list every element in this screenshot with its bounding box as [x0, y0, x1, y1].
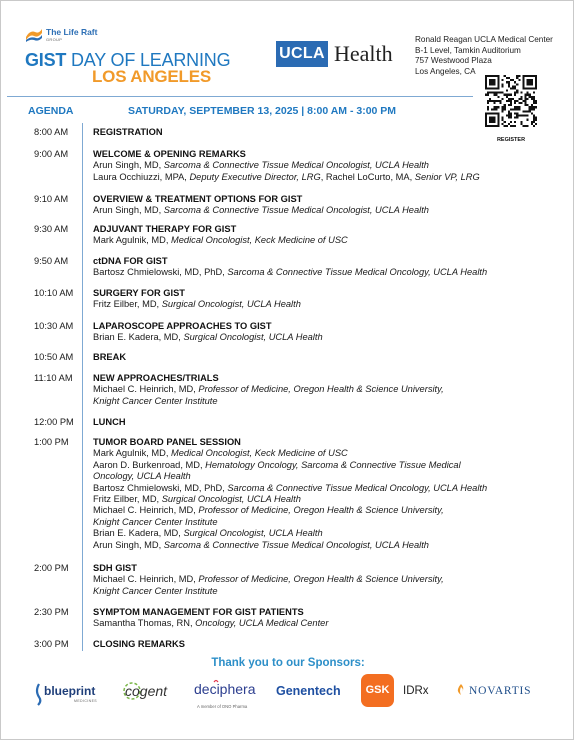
speaker-role: Knight Cancer Center Institute: [93, 585, 218, 596]
sponsors-heading: Thank you to our Sponsors:: [211, 657, 365, 669]
speaker-name: Bartosz Chmielowski, MD, PhD,: [93, 267, 228, 278]
novartis-flame-icon: [456, 683, 466, 696]
session-time: 9:30 AM: [34, 224, 69, 234]
agenda-label: AGENDA: [28, 105, 74, 117]
speaker-line: [93, 505, 444, 516]
speaker-role: Professor of Medicine, Oregon Health & Science University,: [198, 505, 444, 516]
speaker-role: Surgical Oncologist, UCLA Health: [161, 299, 301, 310]
life-raft-name: The Life Raft: [46, 27, 98, 37]
session-title: LUNCH: [93, 417, 126, 427]
speaker-line: [93, 528, 323, 539]
speaker-line: [93, 205, 429, 216]
speaker-name: Arun Singh, MD,: [93, 539, 164, 550]
speaker-line: [93, 494, 301, 505]
speaker-role: Sarcoma & Connective Tissue Medical Oncologist, UCLA Health: [163, 539, 429, 550]
session-title: ctDNA FOR GIST: [93, 256, 168, 266]
speaker-role: Deputy Executive Director, LRG: [189, 171, 321, 182]
sponsor-blueprint-logo: [34, 681, 114, 713]
sponsor-genentech-logo: [276, 677, 348, 709]
cogent-mark-icon: [123, 677, 185, 705]
speaker-name: Aaron D. Burkenroad, MD,: [93, 459, 206, 470]
sponsor-gsk-logo: GSK: [361, 674, 394, 707]
speaker-role: Surgical Oncologist, UCLA Health: [183, 332, 323, 343]
speaker-line: [93, 460, 461, 471]
speaker-role: Surgical Oncologist, UCLA Health: [183, 528, 323, 539]
speaker-name: Michael C. Heinrich, MD,: [93, 574, 199, 585]
speaker-name: Laura Occhiuzzi, MPA,: [93, 171, 190, 182]
speaker-role: Oncology, UCLA Health: [93, 471, 191, 482]
speaker-line: [93, 517, 218, 528]
deciphera-sub: A member of ONO Pharma: [197, 704, 248, 709]
speaker-line: [93, 332, 323, 343]
speaker-role: Professor of Medicine, Oregon Health & Science University,: [198, 384, 444, 395]
speaker-role: Oncology, UCLA Medical Center: [195, 618, 329, 629]
deciphera-mark-icon: [194, 677, 266, 711]
speaker-name: Brian E. Kadera, MD,: [93, 332, 184, 343]
speaker-name: Michael C. Heinrich, MD,: [93, 505, 199, 516]
event-title-gist: GIST: [25, 50, 67, 70]
timeline-divider: [82, 123, 83, 651]
session-title: CLOSING REMARKS: [93, 639, 185, 649]
speaker-role: Hematology Oncology, Sarcoma & Connective Tissue Medical: [205, 459, 461, 470]
speaker-line: [93, 160, 429, 171]
session-time: 10:30 AM: [34, 321, 74, 331]
session-title: OVERVIEW & TREATMENT OPTIONS FOR GIST: [93, 194, 303, 204]
event-date-line: SATURDAY, SEPTEMBER 13, 2025 | 8:00 AM - 3:00 PM: [128, 105, 397, 117]
speaker-role: Professor of Medicine, Oregon Health & Science University,: [198, 574, 444, 585]
deciphera-name: deciphera: [194, 681, 256, 697]
session-time: 10:50 AM: [34, 352, 74, 362]
speaker-name: Brian E. Kadera, MD,: [93, 528, 184, 539]
speaker-role: Senior VP, LRG: [414, 171, 480, 182]
ucla-logo-health: Health: [334, 41, 393, 66]
speaker-line: [93, 384, 444, 395]
speaker-line: [93, 448, 348, 459]
speaker-role: Medical Oncologist, Keck Medicine of USC: [171, 448, 348, 459]
speaker-name: Mark Agulnik, MD,: [93, 235, 172, 246]
speaker-name: Arun Singh, MD,: [93, 160, 164, 171]
event-city: LOS ANGELES: [92, 67, 212, 86]
session-time: 3:00 PM: [34, 639, 69, 649]
session-time: 2:00 PM: [34, 563, 69, 573]
speaker-line: [93, 172, 480, 183]
session-time: 2:30 PM: [34, 607, 69, 617]
speaker-line: [93, 267, 487, 278]
speaker-name: Arun Singh, MD,: [93, 205, 164, 216]
session-time: 11:10 AM: [34, 373, 73, 383]
life-raft-logo: [25, 26, 115, 44]
sponsor-novartis-logo: [456, 683, 531, 715]
speaker-line: [93, 540, 429, 551]
venue-line: 757 Westwood Plaza: [415, 56, 492, 65]
session-title: SURGERY FOR GIST: [93, 288, 185, 298]
cogent-name: cogent: [125, 683, 168, 699]
speaker-name: Samantha Thomas, RN,: [93, 618, 196, 629]
session-time: 9:00 AM: [34, 149, 69, 159]
register-label: REGISTER: [496, 137, 526, 143]
venue-line: B-1 Level, Tamkin Auditorium: [415, 45, 521, 55]
genentech-mark-icon: [276, 677, 348, 705]
session-title: REGISTRATION: [93, 127, 163, 137]
header-divider: [7, 96, 473, 97]
speaker-line: [93, 396, 218, 407]
speaker-line: [93, 471, 191, 482]
speaker-role: Knight Cancer Center Institute: [93, 395, 218, 406]
session-title: WELCOME & OPENING REMARKS: [93, 149, 246, 159]
speaker-name: , Rachel LoCurto, MA,: [320, 171, 415, 182]
speaker-line: [93, 586, 218, 597]
speaker-name: Bartosz Chmielowski, MD, PhD,: [93, 482, 228, 493]
speaker-line: [93, 574, 444, 585]
speaker-role: Sarcoma & Connective Tissue Medical Oncology, UCLA Health: [227, 482, 488, 493]
speaker-role: Sarcoma & Connective Tissue Medical Oncologist, UCLA Health: [163, 160, 429, 171]
speaker-name: Fritz Eilber, MD,: [93, 299, 162, 310]
blueprint-sub: MEDICINES: [74, 699, 98, 703]
speaker-line: [93, 299, 301, 310]
novartis-name: NOVARTIS: [469, 685, 532, 697]
speaker-line: [93, 235, 348, 246]
venue-line: Los Angeles, CA: [415, 66, 476, 76]
session-title: TUMOR BOARD PANEL SESSION: [93, 437, 241, 447]
speaker-name: Michael C. Heinrich, MD,: [93, 384, 199, 395]
session-time: 9:10 AM: [34, 194, 69, 204]
session-title: ADJUVANT THERAPY FOR GIST: [93, 224, 237, 234]
speaker-role: Sarcoma & Connective Tissue Medical Oncologist, UCLA Health: [163, 205, 429, 216]
speaker-role: Medical Oncologist, Keck Medicine of USC: [171, 235, 348, 246]
life-raft-sub: GROUP: [46, 37, 63, 42]
life-raft-wave-icon: [25, 26, 43, 42]
session-title: SDH GIST: [93, 563, 137, 573]
event-title-rest: DAY OF LEARNING: [66, 50, 231, 70]
venue-line: Ronald Reagan UCLA Medical Center: [415, 35, 553, 44]
session-time: 12:00 PM: [34, 417, 74, 427]
speaker-role: Surgical Oncologist, UCLA Health: [161, 494, 301, 504]
blueprint-name: blueprint: [44, 684, 96, 698]
session-title: SYMPTOM MANAGEMENT FOR GIST PATIENTS: [93, 607, 304, 617]
session-time: 10:10 AM: [34, 288, 74, 298]
ucla-logo-box: UCLA: [276, 41, 328, 67]
session-time: 1:00 PM: [34, 437, 69, 447]
venue-address: [415, 35, 553, 77]
qr-code-icon[interactable]: [485, 75, 537, 127]
speaker-line: [93, 483, 487, 494]
session-time: 9:50 AM: [34, 256, 69, 266]
session-title: BREAK: [93, 352, 127, 362]
sponsor-deciphera-logo: [194, 677, 266, 709]
genentech-name: Genentech: [276, 684, 341, 698]
blueprint-mark-icon: [34, 681, 114, 707]
speaker-name: Fritz Eilber, MD,: [93, 494, 162, 504]
sponsor-cogent-logo: [123, 677, 185, 709]
session-title: NEW APPROACHES/TRIALS: [93, 373, 219, 383]
speaker-role: Sarcoma & Connective Tissue Medical Oncology, UCLA Health: [227, 267, 488, 278]
session-time: 8:00 AM: [34, 127, 69, 137]
speaker-name: Mark Agulnik, MD,: [93, 448, 172, 459]
speaker-line: [93, 618, 328, 629]
speaker-role: Knight Cancer Center Institute: [93, 516, 218, 527]
sponsor-idrx-logo: IDRx: [403, 685, 429, 697]
session-title: LAPAROSCOPE APPROACHES TO GIST: [93, 321, 272, 331]
